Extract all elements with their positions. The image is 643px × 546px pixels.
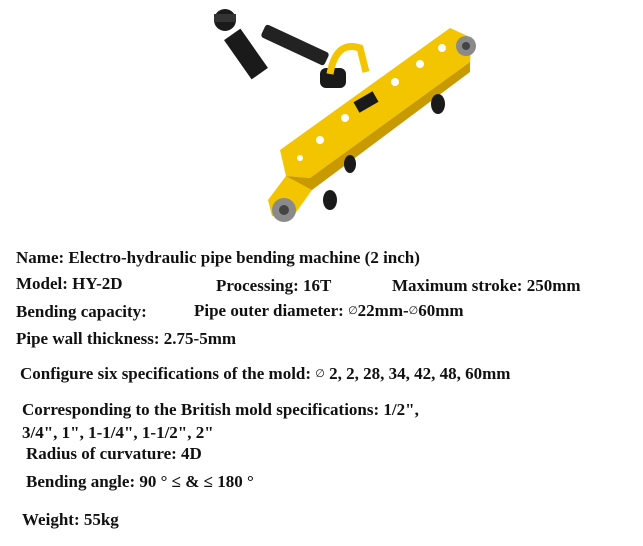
spec-british-1: Corresponding to the British mold specifications: 1/2", (22, 400, 419, 419)
mold-label: Configure six specifications of the mold: (20, 364, 316, 383)
spec-radius: Radius of curvature: 4D (26, 444, 202, 463)
diameter-icon: ∅ (408, 305, 419, 317)
spec-mold (20, 364, 510, 384)
pipe-od-label: Pipe outer diameter: (194, 301, 349, 320)
spec-processing: Processing: 16T (216, 276, 332, 295)
pipe-bender-machine-icon (180, 0, 480, 238)
spec-pipe-outer-diameter (194, 301, 464, 321)
pipe-od-max: 60mm (418, 301, 464, 320)
spec-name: Name: Electro-hydraulic pipe bending machine (2 inch) (16, 248, 420, 267)
spec-angle: Bending angle: 90 ° ≤ & ≤ 180 ° (26, 472, 254, 491)
spec-bending-capacity: Bending capacity: (16, 302, 147, 321)
spec-weight: Weight: 55kg (22, 510, 119, 529)
diameter-icon: ∅ (315, 368, 325, 380)
spec-model: Model: HY-2D (16, 274, 123, 293)
pipe-od-min: 22mm- (357, 301, 409, 320)
spec-max-stroke: Maximum stroke: 250mm (392, 276, 581, 295)
spec-british-2: 3/4", 1", 1-1/4", 1-1/2", 2" (22, 423, 214, 442)
diameter-icon: ∅ (348, 305, 358, 317)
spec-wall-thickness: Pipe wall thickness: 2.75-5mm (16, 329, 237, 348)
mold-values: 2, 2, 28, 34, 42, 48, 60mm (324, 364, 511, 383)
